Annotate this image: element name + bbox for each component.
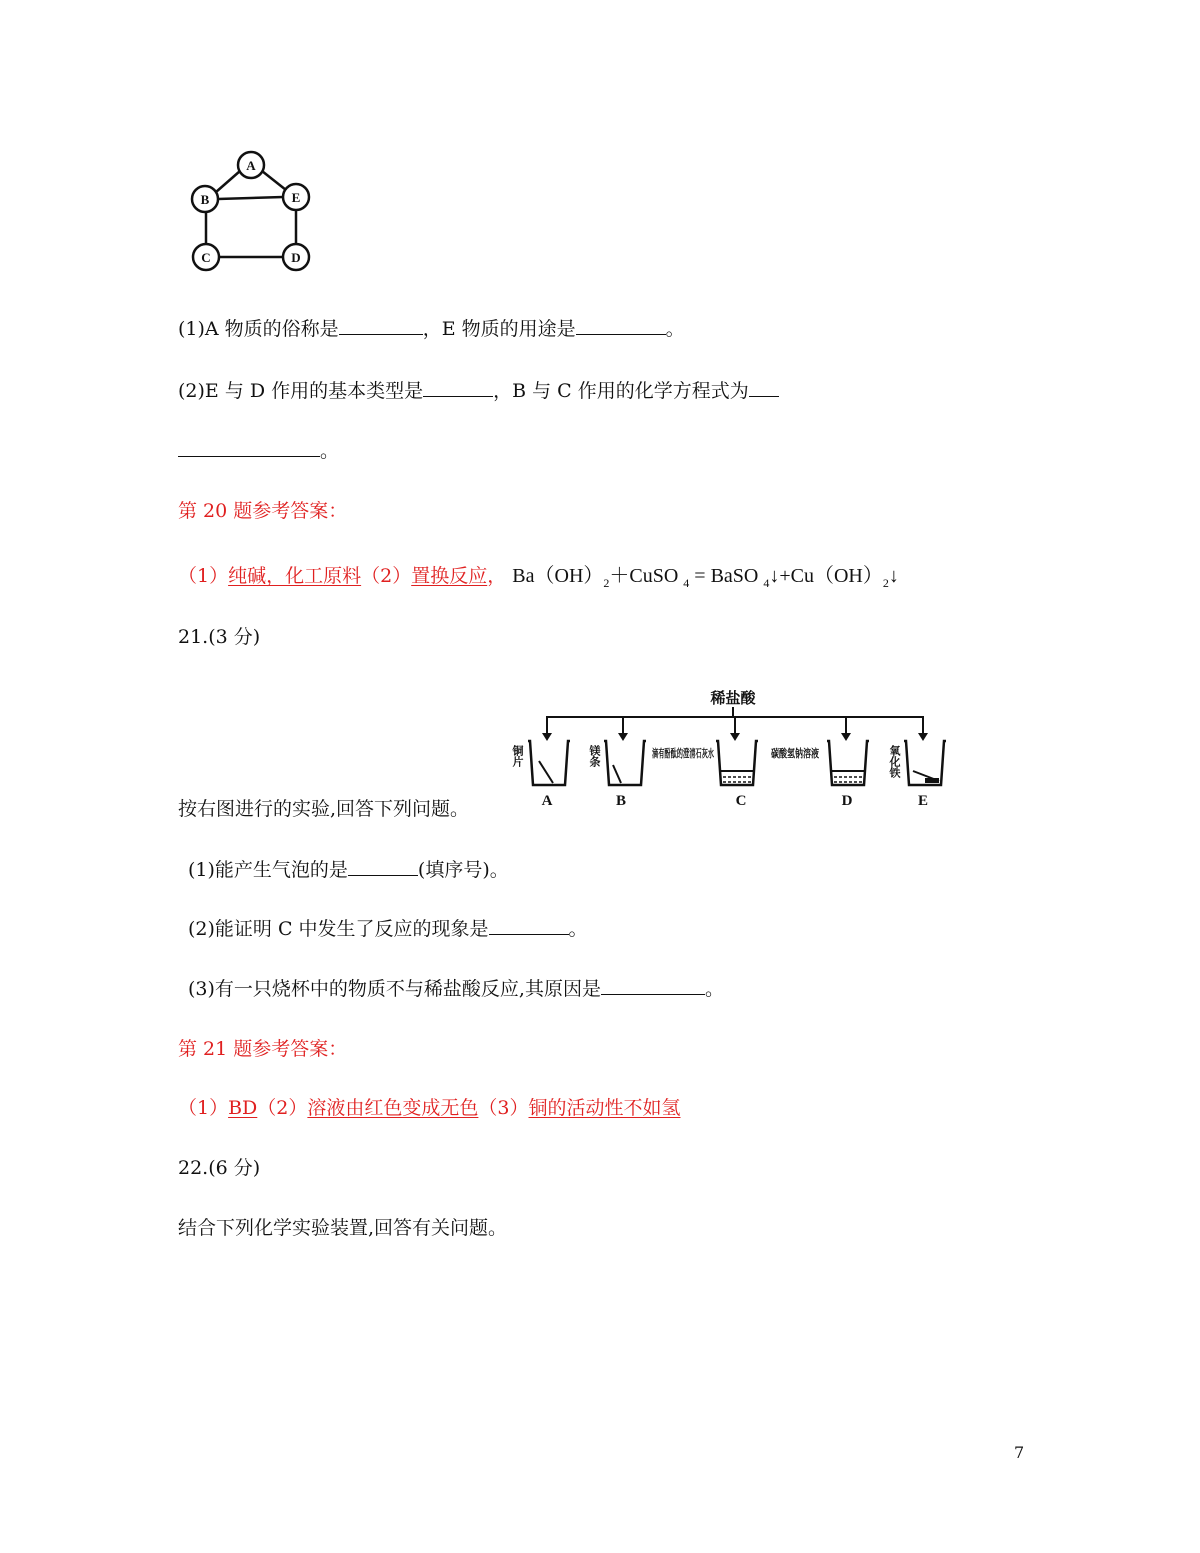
beaker-b-reagent: 镁条 (588, 745, 600, 767)
q20-p1-mid: ，E 物质的用途是 (422, 318, 576, 340)
q21-p2-end: 。 (568, 918, 588, 940)
answer-blank (339, 318, 423, 335)
answer-separator: ， (487, 565, 507, 587)
answer-text: BD (228, 1097, 258, 1119)
node-b-label: B (200, 192, 210, 207)
q20-p2-end: 。 (320, 440, 340, 462)
answer-blank (576, 318, 666, 335)
q20-p2-text: (2)E 与 D 作用的基本类型是 (178, 380, 424, 402)
acid-label: 稀盐酸 (710, 691, 756, 707)
q20-p1-text: (1)A 物质的俗称是 (178, 318, 339, 340)
answer-blank (749, 380, 779, 397)
q21-intro: 按右图进行的实验,回答下列问题。 (178, 798, 470, 820)
beaker-e-reagent: 氧化铁 (888, 745, 900, 778)
node-c-label: C (201, 250, 211, 265)
node-a-label: A (246, 158, 256, 173)
answer-text: 溶液由红色变成无色 (307, 1097, 479, 1119)
node-e-label: E (291, 190, 301, 205)
page-number: 7 (1014, 1443, 1025, 1462)
q22-header: 22.(6 分) (178, 1157, 261, 1179)
q21-p3-text: (3)有一只烧杯中的物质不与稀盐酸反应,其原因是 (188, 978, 601, 1000)
answer-number: （1） (178, 1097, 229, 1119)
beaker-c-reagent: 滴有酚酞的澄清石灰水 (652, 748, 762, 760)
q20-answer-title: 第 20 题参考答案： (178, 500, 348, 522)
q20-answer (178, 559, 899, 591)
q21-part2 (188, 914, 588, 941)
q21-part1 (188, 855, 509, 882)
answer-number: （3） (478, 1097, 529, 1119)
q21-answer-title: 第 21 题参考答案： (178, 1038, 348, 1060)
q21-p2-text: (2)能证明 C 中发生了反应的现象是 (188, 918, 489, 940)
q22-intro: 结合下列化学实验装置,回答有关问题。 (178, 1217, 508, 1239)
beaker-b-letter: B (615, 793, 627, 809)
q20-p1-end: 。 (665, 318, 685, 340)
answer-number: （2） (257, 1097, 308, 1119)
answer-text: 纯碱，化工原料 (228, 565, 362, 587)
q20-part2 (178, 376, 779, 403)
answer-blank (601, 978, 705, 995)
node-d-label: D (291, 250, 301, 265)
q21-answer (178, 1093, 681, 1120)
answer-blank (178, 440, 320, 457)
beaker-a-reagent: 铜片 (511, 745, 523, 767)
q20-part2-continued (178, 436, 339, 463)
answer-text: 铜的活动性不如氢 (528, 1097, 681, 1119)
chemical-equation: $Ba(OH)_2+CuSO$ $_4$ = BaSO $_4↓+Cu(OH)_2↓$ (512, 565, 899, 590)
beaker-e-letter: E (917, 793, 929, 809)
answer-text: 置换反应 (411, 565, 488, 587)
q20-p2-mid: ，B 与 C 作用的化学方程式为 (493, 380, 749, 402)
q21-part3 (188, 974, 724, 1001)
q21-p1-text: (1)能产生气泡的是 (188, 859, 348, 881)
beaker-a-letter: A (541, 793, 553, 809)
substance-network-diagram (180, 138, 320, 278)
answer-blank (348, 859, 418, 876)
beaker-d-letter: D (841, 793, 853, 809)
hydrochloric-acid-experiment-diagram (495, 685, 955, 815)
beaker-d-reagent: 碳酸氢钠溶液 (771, 748, 837, 760)
answer-number: （2） (361, 565, 412, 587)
q21-p3-end: 。 (704, 978, 724, 1000)
q21-header: 21.(3 分) (178, 626, 261, 648)
q20-part1 (178, 314, 685, 341)
q21-p1-end: (填序号)。 (417, 859, 509, 881)
beaker-c-letter: C (735, 793, 747, 809)
answer-number: （1） (178, 565, 229, 587)
answer-blank (489, 918, 569, 935)
answer-blank (423, 380, 493, 397)
